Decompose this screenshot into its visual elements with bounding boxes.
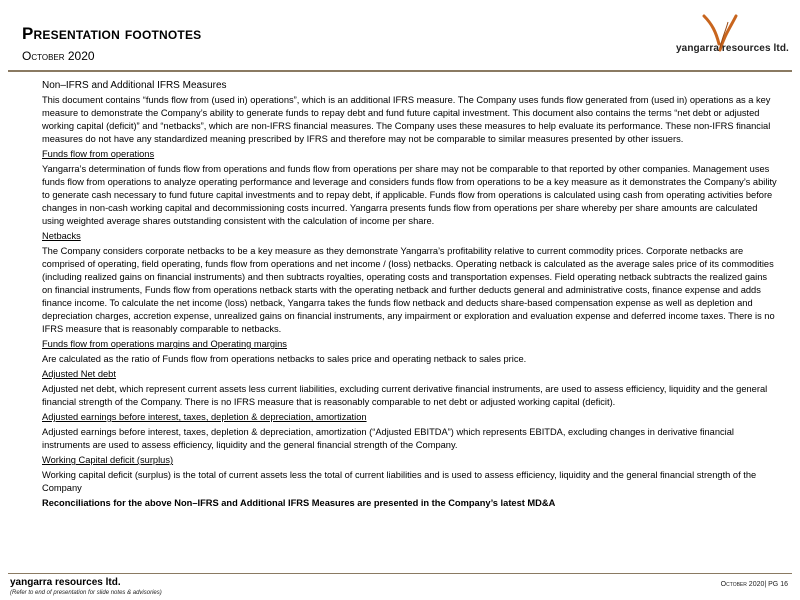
- logo-text: yangarra resources ltd.: [676, 43, 789, 54]
- section-title: Non–IFRS and Additional IFRS Measures: [42, 80, 227, 91]
- heading-margins: Funds flow from operations margins and Operating margins: [42, 339, 287, 349]
- page-title: Presentation footnotes: [22, 24, 202, 43]
- heading-working-capital: Working Capital deficit (surplus): [42, 455, 174, 465]
- company-logo: [676, 14, 789, 54]
- intro-paragraph: This document contains “funds flow from (used in) operations”, which is an additional IFRS measure. The Company uses funds flow generated from (used in) operations as a key measure to demonstrate the Company’s ability to generate funds to repay debt and fund future capital investment. This document also contains the terms “net debt or adjusted working capital (deficit)” and “netbacks”, which are non-IFRS financial measures. The Company uses these measures to help evaluate its performance. These non-IFRS financial measures do not have any standardized meaning prescribed by IFRS and therefore may not be comparable to similar measures presented by other issuers.: [42, 95, 771, 144]
- header-divider: [8, 70, 792, 72]
- footer-note: (Refer to end of presentation for slide notes & advisories): [10, 590, 162, 596]
- footer-divider: [8, 573, 792, 574]
- paragraph-working-capital: Working capital deficit (surplus) is the total of current assets less the total of current liabilities and is used to assess efficiency, liquidity and the general financial strength of the Company: [42, 470, 757, 493]
- heading-netbacks: Netbacks: [42, 231, 81, 241]
- footnotes-body: [42, 79, 777, 510]
- paragraph-adjusted-ebitda: Adjusted earnings before interest, taxes, depletion & depreciation, amortization (“Adjusted EBITDA”) which represents EBITDA, excluding changes in derivative financial instruments are used to assess efficiency, liquidity and the general financial strength of the Company.: [42, 427, 734, 450]
- paragraph-funds-flow: Yangarra’s determination of funds flow from operations and funds flow from operations per share may not be comparable to that reported by other companies. Management uses funds flow from operations to analyze operating performance and leverage and considers funds flow from operations to be a key measure as it demonstrates the Company’s ability to generate cash necessary to fund future capital investments and to repay debt, if applicable. Funds flow from operations is calculated using cash from operating activities before changes in non-cash working capital and decommissioning costs incurred. Yangarra presents funds flow from operations per share whereby per share amounts are calculated using weighted average shares outstanding consistent with the calculation of income per share.: [42, 164, 777, 226]
- heading-adjusted-ebitda: Adjusted earnings before interest, taxes, depletion & depreciation, amortization: [42, 412, 367, 422]
- closing-statement: Reconciliations for the above Non–IFRS and Additional IFRS Measures are presented in the Company’s latest MD&A: [42, 498, 556, 508]
- paragraph-margins: Are calculated as the ratio of Funds flow from operations netbacks to sales price and operating netback to sales price.: [42, 354, 527, 364]
- heading-funds-flow: Funds flow from operations: [42, 149, 155, 159]
- paragraph-adjusted-net-debt: Adjusted net debt, which represent current assets less current liabilities, excluding current derivative financial instruments, are used to assess efficiency, liquidity and the general financial strength of the Company. There is no IFRS measure that is reasonably comparable to net debt or adjusted working capital (deficit).: [42, 384, 768, 407]
- paragraph-netbacks: The Company considers corporate netbacks to be a key measure as they demonstrate Yangarra’s profitability relative to current commodity prices. Corporate netbacks are comprised of operating, field operating, funds flow from operations and net income / (loss) netbacks. Operating netback is calculated as the average sales price of its commodities (including realized gains on financial instruments) and then subtracts royalties, operating costs and transportation expenses. Field operating netback subtracts the realized gains on financial instruments, Funds flow from operations netback starts with the operating netback and further deducts general and administrative costs, finance expense and adds finance income. To calculate the net income (loss) netback, Yangarra takes the funds flow netback and deducts share-based compensation expense as well as depletion and depreciation charges, accretion expense, unrealized gains on financial instruments, any impairment or exploration and evaluation expense and deferred income taxes. There is no IFRS measure that is reasonably comparable to netbacks.: [42, 246, 775, 334]
- footer-company-name: yangarra resources ltd.: [10, 577, 121, 588]
- page-subtitle: October 2020: [22, 49, 95, 63]
- heading-adjusted-net-debt: Adjusted Net debt: [42, 369, 116, 379]
- page-number: October 2020| PG 16: [720, 581, 788, 588]
